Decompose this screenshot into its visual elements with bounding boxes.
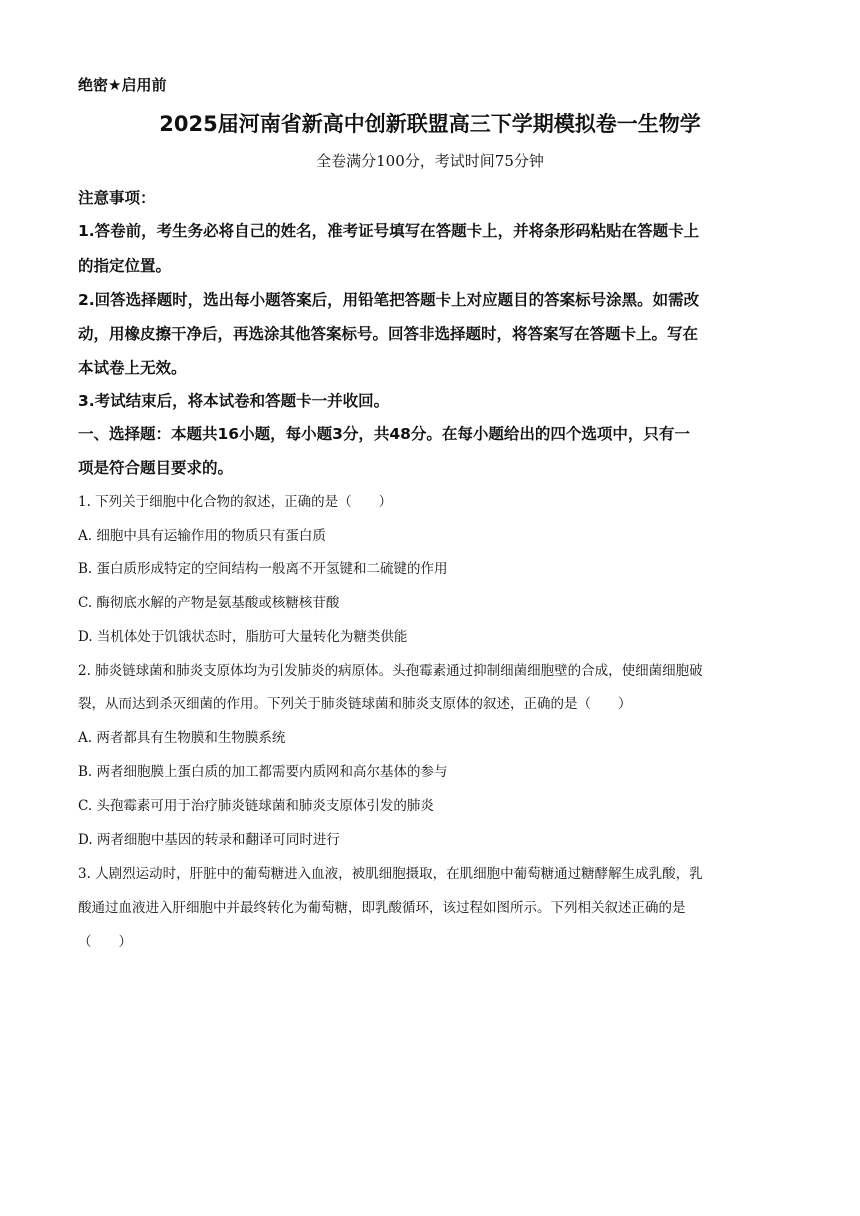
exam-subtitle: 全卷满分100分，考试时间75分钟: [316, 152, 544, 170]
question-3-stem: （ ）: [78, 934, 132, 950]
question-3-stem: 3. 人剧烈运动时，肝脏中的葡萄糖进入血液，被肌细胞摄取，在肌细胞中葡萄糖通过糖酵解生成乳酸，乳: [78, 866, 703, 882]
section-heading: 项是符合题目要求的。: [78, 459, 234, 477]
confidential-label: 绝密★启用前: [78, 76, 167, 94]
question-1-option-a: A. 细胞中具有运输作用的物质只有蛋白质: [78, 528, 326, 544]
question-1-option-b: B. 蛋白质形成特定的空间结构一般离不开氢键和二硫键的作用: [78, 561, 448, 577]
notes-line: 的指定位置。: [78, 257, 172, 275]
question-3-stem: 酸通过血液进入肝细胞中并最终转化为葡萄糖，即乳酸循环，该过程如图所示。下列相关叙述正确的是: [78, 900, 686, 916]
question-1-stem: 1. 下列关于细胞中化合物的叙述，正确的是（ ）: [78, 494, 393, 510]
question-2-option-b: B. 两者细胞膜上蛋白质的加工都需要内质网和高尔基体的参与: [78, 764, 448, 780]
question-2-option-c: C. 头孢霉素可用于治疗肺炎链球菌和肺炎支原体引发的肺炎: [78, 798, 434, 814]
section-heading: 一、选择题：本题共16小题，每小题3分，共48分。在每小题给出的四个选项中，只有一: [78, 425, 690, 443]
question-1-option-d: D. 当机体处于饥饿状态时，脂肪可大量转化为糖类供能: [78, 629, 408, 645]
question-2-option-d: D. 两者细胞中基因的转录和翻译可同时进行: [78, 832, 340, 848]
notes-line: 2.回答选择题时，选出每小题答案后，用铅笔把答题卡上对应题目的答案标号涂黑。如需改: [78, 291, 700, 309]
notes-line: 3.考试结束后，将本试卷和答题卡一并收回。: [78, 392, 390, 410]
notes-line: 1.答卷前，考生务必将自己的姓名，准考证号填写在答题卡上，并将条形码粘贴在答题卡上: [78, 222, 700, 240]
question-1-option-c: C. 酶彻底水解的产物是氨基酸或核糖核苷酸: [78, 595, 340, 611]
question-2-stem: 2. 肺炎链球菌和肺炎支原体均为引发肺炎的病原体。头孢霉素通过抑制细菌细胞壁的合成，使细菌细胞破: [78, 663, 703, 679]
notes-line: 本试卷上无效。: [78, 359, 187, 377]
question-2-option-a: A. 两者都具有生物膜和生物膜系统: [78, 730, 286, 746]
exam-title: 2025届河南省新高中创新联盟高三下学期模拟卷一生物学: [159, 112, 701, 136]
notes-line: 动，用橡皮擦干净后，再选涂其他答案标号。回答非选择题时，将答案写在答题卡上。写在: [78, 325, 699, 343]
question-2-stem: 裂，从而达到杀灭细菌的作用。下列关于肺炎链球菌和肺炎支原体的叙述，正确的是（ ）: [78, 696, 632, 712]
notes-heading: 注意事项：: [78, 189, 156, 207]
